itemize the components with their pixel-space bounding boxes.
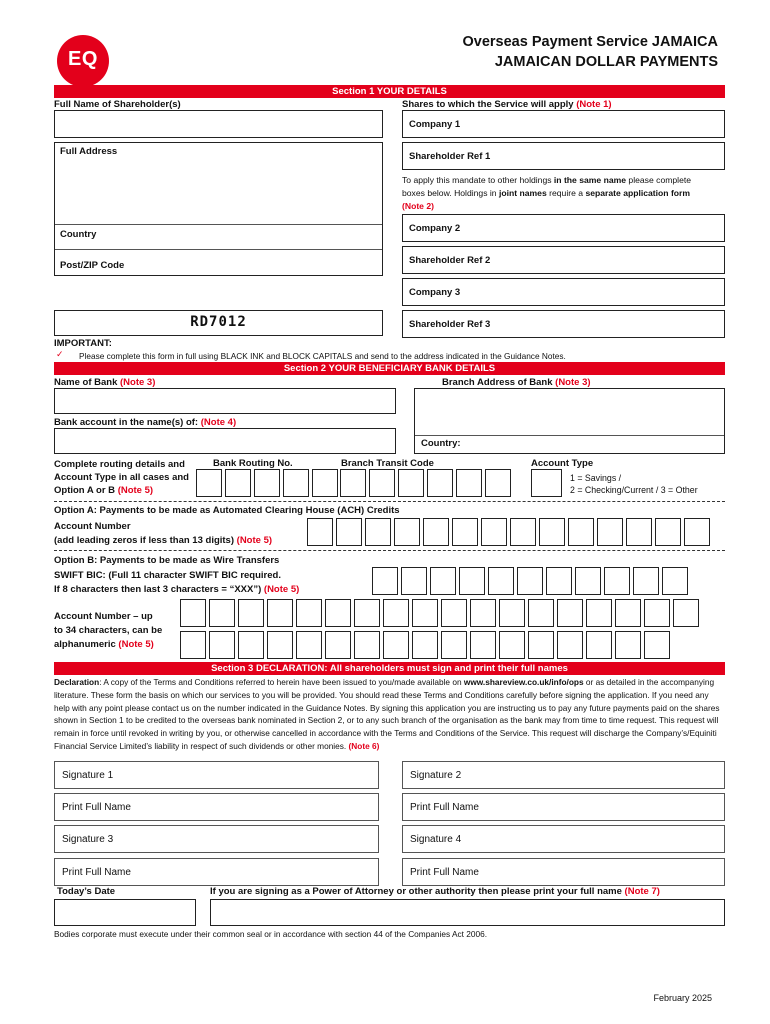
address-divider: [55, 249, 382, 250]
shareholder-ref-2-input[interactable]: [402, 246, 725, 274]
wire-account-cell[interactable]: [441, 599, 467, 627]
shareholder-ref-2-label: Shareholder Ref 2: [409, 255, 491, 266]
option-b-account-label: Account Number – up to 34 characters, can be alphanumeric (Note 5): [54, 611, 163, 650]
note-5: (Note 5): [117, 485, 154, 496]
declaration-text: Declaration: A copy of the Terms and Conditions referred to herein have been issued to you/made available on www.shareview.co.uk/info/ops or as detailed in the accompanying literature. These form the basis on which our services to you will be provided. You should read these Terms and Conditions carefully before signing the application. If you need any help with any point please contact us on the number indicated in the Guidance Notes. By signing this application you are instructing us to pay any future payments paid on the shares shown in Section 1 to be credited to the overseas bank nominated in Section 2, or to any such branch of the organisation as the bank may from time to time request. This request will remain in force until revoked in writing by you, or otherwise cancelled in accordance with the Terms and Conditions of the Service. This request will discharge the Company’s/Equiniti Financial Service Limited’s liability in respect of such dividends or other monies. (Note 6): [54, 677, 720, 751]
todays-date-label: Today’s Date: [57, 886, 116, 897]
swift-cell[interactable]: [459, 567, 485, 595]
important-text: Please complete this form in full using BLACK INK and BLOCK CAPITALS and send to the address indicated in the Guidance Notes.: [79, 351, 566, 361]
wire-account-cell[interactable]: [528, 631, 554, 659]
poa-name-input[interactable]: [210, 899, 725, 926]
footer-date: February 2025: [653, 993, 712, 1003]
eq-logo: [57, 35, 109, 87]
ach-account-cell[interactable]: [423, 518, 449, 546]
section1-header: Section 1 YOUR DETAILS: [54, 85, 725, 98]
full-address-input[interactable]: [54, 142, 383, 276]
account-type-label: Account Type: [531, 458, 594, 469]
branch-country-label: Country:: [421, 438, 461, 449]
wire-account-cell[interactable]: [412, 631, 438, 659]
company-1-input[interactable]: [402, 110, 725, 138]
shareholder-ref-3-input[interactable]: [402, 310, 725, 338]
ach-account-cell[interactable]: [597, 518, 623, 546]
wire-account-cell[interactable]: [528, 599, 554, 627]
swift-cell[interactable]: [633, 567, 659, 595]
transit-cell[interactable]: [485, 469, 511, 497]
ach-account-cell[interactable]: [307, 518, 333, 546]
ach-account-cell[interactable]: [568, 518, 594, 546]
print-name-2-field[interactable]: Print Full Name: [402, 793, 725, 821]
signature-2-field[interactable]: Signature 2: [402, 761, 725, 789]
reference-code-box: [54, 310, 383, 336]
print-name-3-field[interactable]: Print Full Name: [54, 858, 379, 886]
wire-account-cell[interactable]: [499, 599, 525, 627]
shares-label: Shares to which the Service will apply (Note 1): [402, 99, 612, 110]
wire-account-row-2[interactable]: [180, 631, 670, 659]
company-1-label: Company 1: [409, 119, 461, 130]
swift-cell[interactable]: [546, 567, 572, 595]
routing-cell[interactable]: [196, 469, 222, 497]
poa-label: If you are signing as a Power of Attorney or other authority then please print your full name (Note 7): [210, 886, 660, 897]
check-icon: ✓: [56, 349, 64, 359]
company-3-input[interactable]: [402, 278, 725, 306]
account-type-input[interactable]: [531, 469, 562, 497]
mandate-note: To apply this mandate to other holdings in the same name please complete boxes below. Holdings in joint names require a separate application form (Note 2): [402, 175, 692, 211]
swift-cell[interactable]: [372, 567, 398, 595]
note-3: (Note 3): [120, 377, 156, 388]
option-a-account-cells[interactable]: [307, 518, 710, 546]
wire-account-cell[interactable]: [296, 599, 322, 627]
swift-cell[interactable]: [430, 567, 456, 595]
wire-account-cell[interactable]: [209, 599, 235, 627]
bank-name-label: Name of Bank (Note 3): [54, 377, 156, 388]
note-5: (Note 5): [263, 584, 300, 595]
form-title: [463, 32, 719, 72]
wire-account-cell[interactable]: [383, 599, 409, 627]
note-4: (Note 4): [200, 417, 237, 428]
note-1: (Note 1): [576, 99, 612, 110]
section3-header: Section 3 DECLARATION: All shareholders must sign and print their full names: [54, 662, 725, 675]
section2-header: Section 2 YOUR BENEFICIARY BANK DETAILS: [54, 362, 725, 375]
wire-account-cell[interactable]: [354, 599, 380, 627]
option-a-account-label: Account Number (add leading zeros if less than 13 digits) (Note 5): [54, 521, 273, 546]
wire-account-cell[interactable]: [383, 631, 409, 659]
signature-3-field[interactable]: Signature 3: [54, 825, 379, 853]
shareholder-ref-1-input[interactable]: [402, 142, 725, 170]
company-2-label: Company 2: [409, 223, 461, 234]
bank-routing-cells[interactable]: [196, 469, 341, 497]
ach-account-cell[interactable]: [684, 518, 710, 546]
wire-account-cell[interactable]: [557, 631, 583, 659]
wire-account-cell[interactable]: [238, 631, 264, 659]
full-name-label: Full Name of Shareholder(s): [54, 99, 181, 110]
dashed-divider: [54, 501, 725, 502]
routing-cell[interactable]: [312, 469, 338, 497]
wire-account-cell[interactable]: [180, 599, 206, 627]
option-b-title: Option B: Payments to be made as Wire Transfers: [54, 555, 280, 566]
shareholder-ref-1-label: Shareholder Ref 1: [409, 151, 491, 162]
wire-account-cell[interactable]: [557, 599, 583, 627]
wire-account-cell[interactable]: [673, 599, 699, 627]
swift-cell[interactable]: [488, 567, 514, 595]
address-divider: [55, 224, 382, 225]
transit-cell[interactable]: [427, 469, 453, 497]
branch-address-label: Branch Address of Bank (Note 3): [442, 377, 591, 388]
wire-account-cell[interactable]: [586, 599, 612, 627]
swift-cell[interactable]: [662, 567, 688, 595]
wire-account-row-1[interactable]: [180, 599, 699, 627]
branch-address-input[interactable]: [414, 388, 725, 454]
full-name-input[interactable]: [54, 110, 383, 138]
ach-account-cell[interactable]: [539, 518, 565, 546]
ach-account-cell[interactable]: [336, 518, 362, 546]
wire-account-cell[interactable]: [325, 631, 351, 659]
swift-bic-cells[interactable]: [372, 567, 688, 595]
shareholder-ref-3-label: Shareholder Ref 3: [409, 319, 491, 330]
account-type-options: 1 = Savings / 2 = Checking/Current / 3 = Other: [570, 473, 698, 495]
bank-name-input[interactable]: [54, 388, 396, 414]
print-name-1-field[interactable]: Print Full Name: [54, 793, 379, 821]
wire-account-cell[interactable]: [441, 631, 467, 659]
reference-code: RD7012: [190, 314, 247, 330]
routing-cell[interactable]: [254, 469, 280, 497]
company-3-label: Company 3: [409, 287, 461, 298]
title-line-1: Overseas Payment Service JAMAICA: [462, 34, 718, 50]
print-name-4-field[interactable]: Print Full Name: [402, 858, 725, 886]
note-7: (Note 7): [624, 886, 660, 897]
routing-cell[interactable]: [225, 469, 251, 497]
branch-divider: [415, 435, 724, 436]
account-name-input[interactable]: [54, 428, 396, 454]
country-label: Country: [60, 229, 97, 240]
wire-account-cell[interactable]: [615, 631, 641, 659]
wire-account-cell[interactable]: [180, 631, 206, 659]
wire-account-cell[interactable]: [296, 631, 322, 659]
ach-account-cell[interactable]: [365, 518, 391, 546]
wire-account-cell[interactable]: [267, 631, 293, 659]
note-5: (Note 5): [236, 535, 273, 546]
logo-text: EQ: [68, 48, 98, 70]
wire-account-cell[interactable]: [354, 631, 380, 659]
note-6: (Note 6): [348, 740, 380, 751]
wire-account-cell[interactable]: [586, 631, 612, 659]
dashed-divider: [54, 550, 725, 551]
transit-cell[interactable]: [340, 469, 366, 497]
ach-account-cell[interactable]: [510, 518, 536, 546]
wire-account-cell[interactable]: [615, 599, 641, 627]
todays-date-input[interactable]: [54, 899, 196, 926]
wire-account-cell[interactable]: [238, 599, 264, 627]
account-name-label: Bank account in the name(s) of: (Note 4): [54, 417, 237, 428]
wire-account-cell[interactable]: [644, 599, 670, 627]
ach-account-cell[interactable]: [394, 518, 420, 546]
wire-account-cell[interactable]: [470, 631, 496, 659]
swift-label: SWIFT BIC: (Full 11 character SWIFT BIC required. If 8 characters then last 3 characters = “XXX”) (Note 5): [54, 570, 300, 595]
ach-account-cell[interactable]: [626, 518, 652, 546]
ach-account-cell[interactable]: [452, 518, 478, 546]
note-5: (Note 5): [118, 639, 154, 650]
wire-account-cell[interactable]: [412, 599, 438, 627]
wire-account-cell[interactable]: [499, 631, 525, 659]
swift-cell[interactable]: [604, 567, 630, 595]
wire-account-cell[interactable]: [325, 599, 351, 627]
transit-cell[interactable]: [369, 469, 395, 497]
swift-cell[interactable]: [401, 567, 427, 595]
wire-account-cell[interactable]: [209, 631, 235, 659]
swift-cell[interactable]: [575, 567, 601, 595]
wire-account-cell[interactable]: [267, 599, 293, 627]
transit-cell[interactable]: [456, 469, 482, 497]
branch-transit-cells[interactable]: [340, 469, 514, 497]
note-2: (Note 2): [402, 200, 434, 211]
transit-cell[interactable]: [398, 469, 424, 497]
important-label: IMPORTANT:: [54, 338, 112, 349]
ach-account-cell[interactable]: [655, 518, 681, 546]
signature-1-field[interactable]: Signature 1: [54, 761, 379, 789]
account-type-cell[interactable]: [531, 469, 565, 497]
company-2-input[interactable]: [402, 214, 725, 242]
bodies-corporate-note: Bodies corporate must execute under their common seal or in accordance with section 44 of the Companies Act 2006.: [54, 929, 488, 939]
note-3: (Note 3): [555, 377, 591, 388]
ach-account-cell[interactable]: [481, 518, 507, 546]
option-a-title: Option A: Payments to be made as Automated Clearing House (ACH) Credits: [54, 505, 400, 516]
full-address-label: Full Address: [60, 146, 118, 157]
branch-transit-label: Branch Transit Code: [341, 458, 434, 469]
signature-4-field[interactable]: Signature 4: [402, 825, 725, 853]
routing-cell[interactable]: [283, 469, 309, 497]
wire-account-cell[interactable]: [470, 599, 496, 627]
title-line-2: JAMAICAN DOLLAR PAYMENTS: [494, 54, 718, 70]
swift-cell[interactable]: [517, 567, 543, 595]
wire-account-cell[interactable]: [644, 631, 670, 659]
postzip-label: Post/ZIP Code: [60, 260, 125, 271]
routing-instructions: Complete routing details and Account Type in all cases and Option A or B (Note 5): [54, 459, 189, 496]
shareview-link[interactable]: www.shareview.co.uk/info/ops: [463, 677, 584, 687]
bank-routing-label: Bank Routing No.: [213, 458, 293, 469]
